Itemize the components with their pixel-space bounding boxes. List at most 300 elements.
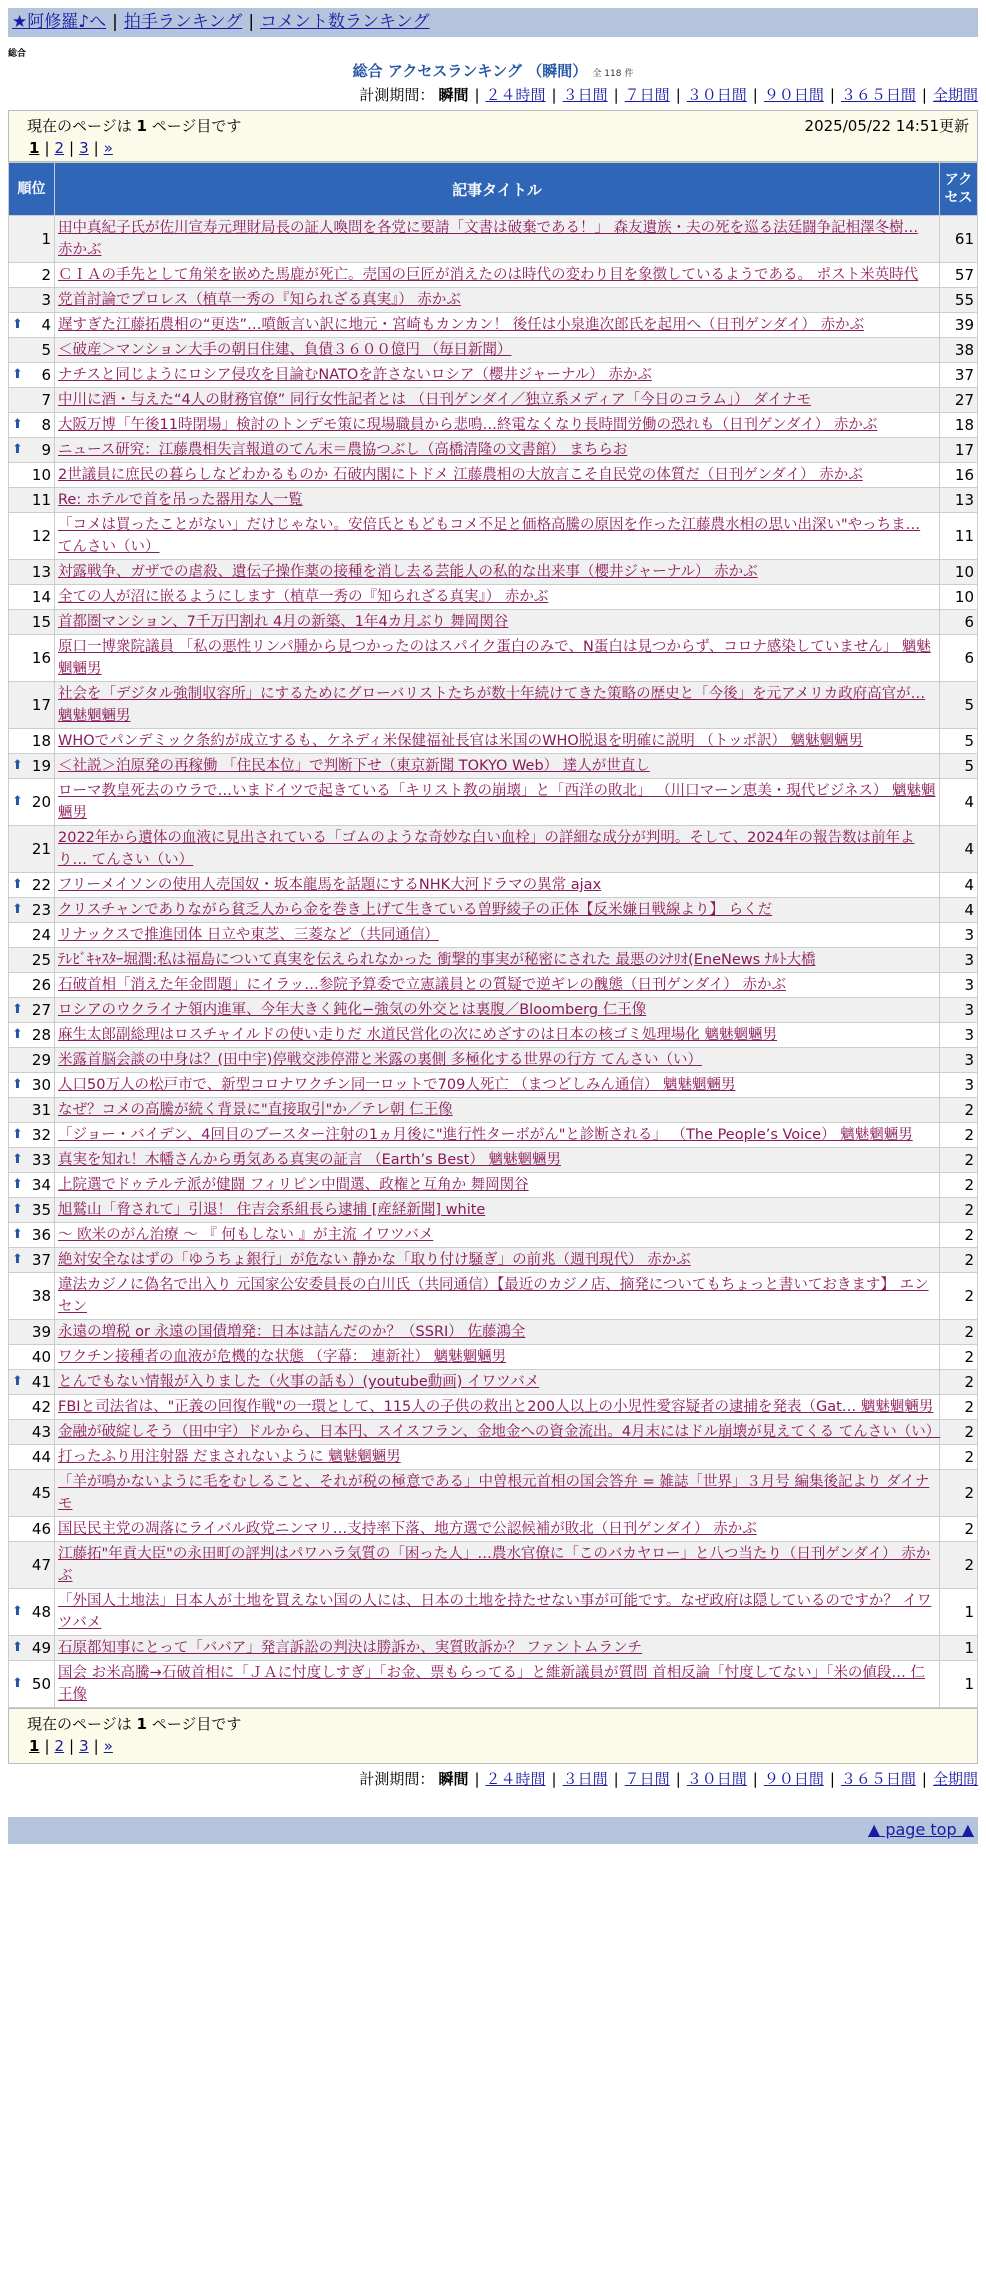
title-cell <box>55 873 940 898</box>
table-row <box>9 363 978 388</box>
up-arrow-icon: ⬆ <box>12 1127 23 1142</box>
title-cell <box>55 1123 940 1148</box>
title-cell <box>55 288 940 313</box>
title-cell <box>55 1370 940 1395</box>
table-row <box>9 754 978 779</box>
access-count: 5 <box>940 754 978 779</box>
table-row <box>9 729 978 754</box>
period-link-0[interactable]: ２４時間 <box>485 86 546 104</box>
rank-number: 44 <box>31 1448 51 1466</box>
title-cell <box>55 263 940 288</box>
title-cell <box>55 1173 940 1198</box>
page-link-2[interactable]: 2 <box>54 139 65 157</box>
access-count: 1 <box>940 1636 978 1661</box>
title-cell <box>55 1517 940 1542</box>
nav-link-clap-ranking[interactable]: 拍手ランキング <box>123 12 243 32</box>
title-cell <box>55 1395 940 1420</box>
rank-cell <box>9 729 55 754</box>
article-link[interactable]: 絶対安全なはずの「ゆうちょ銀行」が危ない 静かな「取り付け騒ぎ」の前兆（週刊現代） 赤かぶ <box>58 1252 691 1268</box>
page-separator: | <box>69 1737 75 1755</box>
article-link[interactable]: 麻生太郎副総理はロスチャイルドの使い走りだ 水道民営化の次にめざすのは日本の核ゴミ処理場化 魑魅魍魎男 <box>58 1027 777 1043</box>
table-row <box>9 1370 978 1395</box>
rank-number: 12 <box>31 527 51 545</box>
title-cell <box>55 826 940 873</box>
page-separator: | <box>69 139 75 157</box>
rank-cell <box>9 463 55 488</box>
access-count: 2 <box>940 1395 978 1420</box>
rank-cell <box>9 263 55 288</box>
rank-number: 47 <box>31 1556 51 1574</box>
current-page-text: 現在のページは 1 ページ目です <box>27 117 242 135</box>
title-cell <box>55 779 940 826</box>
article-link[interactable]: 原口一博衆院議員 「私の悪性リンパ腫から見つかったのはスパイク蛋白のみで、N蛋白は見つからず、コロナ感染していません」 魑魅魍魎男 <box>58 639 931 677</box>
article-link[interactable]: ＣＩＡの手先として角栄を嵌めた馬鹿が死亡。売国の巨匠が消えたのは時代の変わり目を象徴しているようである。 ポスト米英時代 <box>58 267 919 283</box>
table-row <box>9 682 978 729</box>
title-cell <box>55 438 940 463</box>
article-link[interactable]: FBIと司法省は、"正義の回復作戦"の一環として、115人の子供の救出と200人以上の小児性愛容疑者の逮捕を発表（Gat… 魑魅魍魎男 <box>58 1399 934 1415</box>
table-row <box>9 948 978 973</box>
page-separator: | <box>44 139 50 157</box>
period-label: 計測期間： <box>359 86 435 104</box>
rank-number: 8 <box>41 416 51 434</box>
rank-cell <box>9 1589 55 1636</box>
article-link[interactable]: 「ジョー・バイデン、4回目のブースター注射の1ヵ月後に"進行性ターボがん"と診断される」 （The People’s Voice） 魑魅魍魎男 <box>58 1127 913 1143</box>
title-cell <box>55 488 940 513</box>
table-row <box>9 1345 978 1370</box>
article-link[interactable]: 大阪万博「午後11時閉場」検討のトンデモ策に現場職員から悲鳴…終電なくなり長時間労働の恐れも（日刊ゲンダイ） 赤かぶ <box>58 417 878 433</box>
article-link[interactable]: 2022年から遺体の血液に見出されている「ゴムのような奇妙な白い血栓」の詳細な成分が判明。そして、2024年の報告数は前年より… てんさい（い） <box>58 830 915 868</box>
rank-number: 14 <box>31 588 51 606</box>
table-row <box>9 1320 978 1345</box>
access-count: 5 <box>940 729 978 754</box>
article-link[interactable]: ＜社説＞泊原発の再稼働 「住民本位」で判断下せ（東京新聞 TOKYO Web） 達人が世直し <box>58 758 650 774</box>
period-link-4[interactable]: ９０日間 <box>763 86 824 104</box>
table-row <box>9 1445 978 1470</box>
article-link[interactable]: 米露首脳会談の中身は？(田中宇)停戦交渉停滞と米露の裏側 多極化する世界の行方 てんさい（い） <box>58 1052 703 1068</box>
table-row <box>9 1273 978 1320</box>
title-cell <box>55 216 940 263</box>
access-count: 1 <box>940 1661 978 1708</box>
item-count: 全 118 件 <box>592 69 634 79</box>
rank-cell <box>9 1345 55 1370</box>
rank-number: 9 <box>41 441 51 459</box>
rank-number: 34 <box>31 1176 51 1194</box>
period-link-2[interactable]: ７日間 <box>624 1770 670 1788</box>
period-current: 瞬間 <box>438 86 469 104</box>
period-separator: | <box>829 86 835 104</box>
access-count: 4 <box>940 779 978 826</box>
article-link[interactable]: 真実を知れ！木幡さんから勇気ある真実の証言 （Earth’s Best） 魑魅魍魎男 <box>58 1152 561 1168</box>
title-cell <box>55 1445 940 1470</box>
rank-number: 36 <box>31 1226 51 1244</box>
table-row <box>9 1173 978 1198</box>
rank-number: 20 <box>31 793 51 811</box>
header-rank: 順位 <box>9 163 55 216</box>
article-link[interactable]: 石破首相「消えた年金問題」にイラッ…参院予算委で立憲議員との質疑で逆ギレの醜態（日刊ゲンダイ） 赤かぶ <box>58 977 787 993</box>
period-link-6[interactable]: 全期間 <box>932 86 978 104</box>
rank-cell <box>9 1420 55 1445</box>
period-link-3[interactable]: ３０日間 <box>686 1770 747 1788</box>
table-row <box>9 1395 978 1420</box>
rank-cell <box>9 338 55 363</box>
table-row <box>9 1198 978 1223</box>
rank-number: 30 <box>31 1076 51 1094</box>
article-link[interactable]: 上院選でドゥテルテ派が健闘 フィリピン中間選、政権と互角か 舞岡関谷 <box>58 1177 529 1193</box>
title-cell <box>55 560 940 585</box>
rank-cell <box>9 948 55 973</box>
up-arrow-icon: ⬆ <box>12 1077 23 1092</box>
article-link[interactable]: 社会を「デジタル強制収容所」にするためにグローバリストたちが数十年続けてきた策略の歴史と「今後」を元アメリカ政府高官が… 魑魅魍魎男 <box>58 686 926 724</box>
up-arrow-icon: ⬆ <box>12 794 23 809</box>
rank-number: 25 <box>31 951 51 969</box>
access-count: 2 <box>940 1148 978 1173</box>
rank-number: 27 <box>31 1001 51 1019</box>
access-count: 16 <box>940 463 978 488</box>
pagination-bottom <box>29 1737 113 1755</box>
nav-separator: | <box>112 12 118 32</box>
article-link[interactable]: 遅すぎた江藤拓農相の“更迭”…噴飯言い訳に地元・宮崎もカンカン！ 後任は小泉進次郎氏を起用へ（日刊ゲンダイ） 赤かぶ <box>58 317 865 333</box>
access-count: 2 <box>940 1542 978 1589</box>
period-link-6[interactable]: 全期間 <box>932 1770 978 1788</box>
title-cell <box>55 1198 940 1223</box>
article-link[interactable]: Re: ホテルで首を吊った器用な人一覧 <box>58 492 303 508</box>
up-arrow-icon: ⬆ <box>12 1177 23 1192</box>
access-count: 4 <box>940 898 978 923</box>
rank-cell <box>9 1048 55 1073</box>
title-cell <box>55 998 940 1023</box>
up-arrow-icon: ⬆ <box>12 1152 23 1167</box>
article-link[interactable]: 国民民主党の凋落にライバル政党ニンマリ…支持率下落、地方選で公認候補が敗北（日刊ゲンダイ） 赤かぶ <box>58 1521 757 1537</box>
rank-cell <box>9 1542 55 1589</box>
article-link[interactable]: ニュース研究：江藤農相失言報道のてん末＝農協つぶし（高橋清隆の文書館） まちらお <box>58 442 628 458</box>
table-row <box>9 1123 978 1148</box>
access-count: 27 <box>940 388 978 413</box>
article-link[interactable]: とんでもない情報が入りました（火事の話も）(youtube動画) イワツバメ <box>58 1374 540 1390</box>
up-arrow-icon: ⬆ <box>12 877 23 892</box>
rank-number: 49 <box>31 1639 51 1657</box>
up-arrow-icon: ⬆ <box>12 902 23 917</box>
page-title-text: 総合 アクセスランキング （瞬間） <box>352 62 588 80</box>
access-count: 2 <box>940 1273 978 1320</box>
period-separator: | <box>613 86 619 104</box>
access-count: 3 <box>940 1023 978 1048</box>
article-link[interactable]: ナチスと同じようにロシア侵攻を目論むNATOを許さないロシア（櫻井ジャーナル） 赤かぶ <box>58 367 652 383</box>
access-count: 4 <box>940 826 978 873</box>
title-cell <box>55 1345 940 1370</box>
rank-number: 4 <box>41 316 51 334</box>
period-separator: | <box>613 1770 619 1788</box>
table-row <box>9 513 978 560</box>
period-link-1[interactable]: ３日間 <box>562 1770 608 1788</box>
article-link[interactable]: ロシアのウクライナ領内進軍、今年大きく鈍化−強気の外交とは裏腹／Bloomberg 仁王像 <box>58 1002 647 1018</box>
title-cell <box>55 1661 940 1708</box>
article-link[interactable]: 金融が破綻しそう（田中宇）ドルから、日本円、スイスフラン、金地金への資金流出。4月末にはドル崩壊が見えてくる てんさい（い） <box>58 1424 941 1440</box>
title-cell <box>55 1470 940 1517</box>
up-arrow-icon: ⬆ <box>12 1640 23 1655</box>
period-link-4[interactable]: ９０日間 <box>763 1770 824 1788</box>
rank-number: 41 <box>31 1373 51 1391</box>
page-link-current[interactable]: 1 <box>29 139 40 157</box>
period-link-0[interactable]: ２４時間 <box>485 1770 546 1788</box>
title-cell <box>55 1273 940 1320</box>
rank-number: 17 <box>31 696 51 714</box>
page-link-3[interactable]: 3 <box>79 1737 89 1755</box>
updated-timestamp: 2025/05/22 14:51更新 <box>804 117 969 135</box>
table-row <box>9 1470 978 1517</box>
table-row <box>9 1542 978 1589</box>
rank-number: 50 <box>31 1675 51 1693</box>
rank-number: 23 <box>31 901 51 919</box>
period-link-5[interactable]: ３６５日間 <box>840 1770 916 1788</box>
title-cell <box>55 313 940 338</box>
rank-number: 37 <box>31 1251 51 1269</box>
title-cell <box>55 1589 940 1636</box>
access-count: 17 <box>940 438 978 463</box>
rank-cell <box>9 923 55 948</box>
title-cell <box>55 585 940 610</box>
article-link[interactable]: フリーメイソンの使用人売国奴・坂本龍馬を話題にするNHK大河ドラマの異常 ajax <box>58 877 602 893</box>
access-count: 3 <box>940 973 978 998</box>
period-link-3[interactable]: ３０日間 <box>686 86 747 104</box>
rank-number: 5 <box>41 341 51 359</box>
access-count: 57 <box>940 263 978 288</box>
article-link[interactable]: 打ったふり用注射器 だまされないように 魑魅魍魎男 <box>58 1449 401 1465</box>
up-arrow-icon: ⬆ <box>12 1252 23 1267</box>
rank-cell <box>9 1370 55 1395</box>
access-count: 6 <box>940 635 978 682</box>
article-link[interactable]: なぜ？コメの高騰が続く背景に"直接取引"か／テレ朝 仁王像 <box>58 1102 453 1118</box>
rank-cell <box>9 1248 55 1273</box>
article-link[interactable]: 旭鷲山「脅されて」引退！ 住吉会系組長ら逮捕 [産経新聞] white <box>58 1202 486 1218</box>
table-row <box>9 413 978 438</box>
title-cell <box>55 898 940 923</box>
article-link[interactable]: WHOでパンデミック条約が成立するも、ケネディ米保健福祉長官は米国のWHO脱退を明確に説明 （トッポ訳） 魑魅魍魎男 <box>58 733 864 749</box>
rank-cell <box>9 754 55 779</box>
rank-cell <box>9 1173 55 1198</box>
period-link-1[interactable]: ３日間 <box>562 86 608 104</box>
table-row <box>9 1073 978 1098</box>
rank-cell <box>9 1661 55 1708</box>
up-arrow-icon: ⬆ <box>12 1202 23 1217</box>
access-count: 2 <box>940 1198 978 1223</box>
rank-cell <box>9 1223 55 1248</box>
table-row <box>9 873 978 898</box>
article-link[interactable]: 首都圏マンション、7千万円割れ 4月の新築、1年4カ月ぶり 舞岡関谷 <box>58 614 509 630</box>
rank-number: 39 <box>31 1323 51 1341</box>
access-count: 2 <box>940 1517 978 1542</box>
up-arrow-icon: ⬆ <box>12 1002 23 1017</box>
article-link[interactable]: ﾃﾚﾋﾞｷｬｽﾀｰ堀潤:私は福島について真実を伝えられなかった 衝撃的事実が秘密にされた 最悪のｼﾅﾘｵ(EneNews ﾅﾙﾄ大橋 <box>58 952 816 968</box>
rank-cell <box>9 873 55 898</box>
page-separator: | <box>93 139 99 157</box>
current-page-text-bottom: 現在のページは 1 ページ目です <box>27 1715 242 1733</box>
access-count: 2 <box>940 1345 978 1370</box>
access-count: 1 <box>940 1589 978 1636</box>
rank-cell <box>9 363 55 388</box>
period-separator: | <box>474 86 480 104</box>
title-cell <box>55 413 940 438</box>
article-link[interactable]: 「コメは買ったことがない」だけじゃない。安倍氏ともどもコメ不足と価格高騰の原因を作った江藤農水相の思い出深い"やっちま… てんさい（い） <box>58 517 921 555</box>
rank-cell <box>9 1148 55 1173</box>
rank-number: 38 <box>31 1287 51 1305</box>
rank-cell <box>9 635 55 682</box>
rank-cell <box>9 1395 55 1420</box>
page-link-3[interactable]: 3 <box>79 139 89 157</box>
header-title: 記事タイトル <box>55 163 940 216</box>
table-row <box>9 313 978 338</box>
title-cell <box>55 1023 940 1048</box>
article-link[interactable]: 全ての人が沼に嵌るようにします（植草一秀の『知られざる真実』） 赤かぶ <box>58 589 549 605</box>
page-info-panel-bottom <box>8 1708 978 1764</box>
rank-cell <box>9 1198 55 1223</box>
article-link[interactable]: リナックスで推進団体 日立や東芝、三菱など（共同通信） <box>58 927 439 943</box>
rank-cell <box>9 1098 55 1123</box>
article-link[interactable]: ワクチン接種者の血液が危機的な状態 （字幕： 連新社） 魑魅魍魎男 <box>58 1349 507 1365</box>
up-arrow-icon: ⬆ <box>12 317 23 332</box>
period-link-5[interactable]: ３６５日間 <box>840 86 916 104</box>
page-link-»[interactable]: » <box>103 139 113 157</box>
article-link[interactable]: 石原都知事にとって「ババア」発言訴訟の判決は勝訴か、実質敗訴か？ ファントムランチ <box>58 1640 643 1656</box>
period-separator: | <box>474 1770 480 1788</box>
rank-number: 46 <box>31 1520 51 1538</box>
article-link[interactable]: 国会 お米高騰→石破首相に「ＪＡに忖度しすぎ」「お金、票もらってる」と維新議員が質問 首相反論「忖度してない」「米の値段… 仁王像 <box>58 1665 925 1703</box>
page-top-link[interactable]: ▲ page top ▲ <box>867 1820 974 1839</box>
page-link-2[interactable]: 2 <box>54 1737 65 1755</box>
table-row <box>9 973 978 998</box>
rank-cell <box>9 898 55 923</box>
table-row <box>9 998 978 1023</box>
rank-number: 32 <box>31 1126 51 1144</box>
rank-number: 21 <box>31 840 51 858</box>
nav-link-asyura[interactable]: ★阿修羅♪へ <box>12 12 107 32</box>
top-nav-bar <box>8 8 978 37</box>
rank-cell <box>9 288 55 313</box>
title-cell <box>55 1098 940 1123</box>
article-link[interactable]: 「外国人土地法」日本人が土地を買えない国の人には、日本の土地を持たせない事が可能です。なぜ政府は隠しているのですか？ イワツバメ <box>58 1593 932 1631</box>
article-link[interactable]: クリスチャンでありながら貧乏人から金を巻き上げて生きている曽野綾子の正体【反米嫌日戦線より】 らくだ <box>58 902 773 918</box>
rank-cell <box>9 488 55 513</box>
access-count: 3 <box>940 948 978 973</box>
period-link-2[interactable]: ７日間 <box>624 86 670 104</box>
page-separator: | <box>44 1737 50 1755</box>
rank-cell <box>9 388 55 413</box>
title-cell <box>55 1223 940 1248</box>
period-selector-bottom <box>359 1768 978 1789</box>
article-link[interactable]: 〜 欧米のがん治療 〜 『 何もしない 』が主流 イワツバメ <box>58 1227 434 1243</box>
title-cell <box>55 513 940 560</box>
article-link[interactable]: 田中真紀子氏が佐川宣寿元理財局長の証人喚問を各党に要請「文書は破棄である！」 森友遺族・夫の死を巡る法廷闘争記相澤冬樹… 赤かぶ <box>58 220 919 258</box>
article-link[interactable]: 違法カジノに偽名で出入り 元国家公安委員長の白川氏（共同通信）【最近のカジノ店、摘発についてもちょっと書いておきます】 エンセン <box>58 1277 929 1315</box>
access-count: 2 <box>940 1370 978 1395</box>
rank-number: 2 <box>41 266 51 284</box>
article-link[interactable]: ＜破産＞マンション大手の朝日住建、負債３６００億円 （毎日新聞） <box>58 342 512 358</box>
rank-cell <box>9 1073 55 1098</box>
page-link-»[interactable]: » <box>103 1737 113 1755</box>
table-row <box>9 923 978 948</box>
rank-cell <box>9 216 55 263</box>
rank-number: 31 <box>31 1101 51 1119</box>
rank-number: 42 <box>31 1398 51 1416</box>
access-count: 4 <box>940 873 978 898</box>
up-arrow-icon: ⬆ <box>12 442 23 457</box>
title-cell <box>55 754 940 779</box>
rank-cell <box>9 610 55 635</box>
article-link[interactable]: 江藤拓"年貢大臣"の永田町の評判はパワハラ気質の「困った人」…農水官僚に「このバカヤロー」と八つ当たり（日刊ゲンダイ） 赤かぶ <box>58 1546 931 1584</box>
table-row <box>9 263 978 288</box>
article-link[interactable]: 人口50万人の松戸市で、新型コロナワクチン同一ロットで709人死亡 （まつどしみん通信） 魑魅魍魎男 <box>58 1077 736 1093</box>
nav-link-comment-ranking[interactable]: コメント数ランキング <box>260 12 430 32</box>
rank-cell <box>9 560 55 585</box>
title-cell <box>55 1248 940 1273</box>
page-link-current[interactable]: 1 <box>29 1737 40 1755</box>
access-count: 2 <box>940 1098 978 1123</box>
access-count: 55 <box>940 288 978 313</box>
table-row <box>9 438 978 463</box>
access-count: 3 <box>940 1073 978 1098</box>
rank-number: 22 <box>31 876 51 894</box>
table-row <box>9 585 978 610</box>
table-row <box>9 1420 978 1445</box>
access-count: 2 <box>940 1223 978 1248</box>
access-count: 10 <box>940 560 978 585</box>
access-count: 11 <box>940 513 978 560</box>
title-cell <box>55 610 940 635</box>
access-count: 5 <box>940 682 978 729</box>
rank-cell <box>9 1445 55 1470</box>
title-cell <box>55 1636 940 1661</box>
table-row <box>9 338 978 363</box>
article-link[interactable]: 「羊が鳴かないように毛をむしること、それが税の極意である」中曽根元首相の国会答弁 = 雑誌「世界」３月号 編集後記より ダイナモ <box>58 1474 930 1512</box>
title-cell <box>55 463 940 488</box>
table-row <box>9 635 978 682</box>
rank-number: 28 <box>31 1026 51 1044</box>
article-link[interactable]: 対露戦争、ガザでの虐殺、遺伝子操作薬の接種を消し去る芸能人の私的な出来事（櫻井ジャーナル） 赤かぶ <box>58 564 758 580</box>
access-count: 39 <box>940 313 978 338</box>
rank-cell <box>9 1636 55 1661</box>
article-link[interactable]: 永遠の増税 or 永遠の国債増発：日本は詰んだのか？（SSRI） 佐藤鴻全 <box>58 1324 526 1340</box>
table-row <box>9 1248 978 1273</box>
access-count: 3 <box>940 1048 978 1073</box>
rank-cell <box>9 1470 55 1517</box>
table-row <box>9 826 978 873</box>
rank-number: 40 <box>31 1348 51 1366</box>
article-link[interactable]: 2世議員に庶民の暮らしなどわかるものか 石破内閣にトドメ 江藤農相の大放言こそ自民党の体質だ（日刊ゲンダイ） 赤かぶ <box>58 467 863 483</box>
title-cell <box>55 923 940 948</box>
rank-number: 35 <box>31 1201 51 1219</box>
table-row <box>9 1636 978 1661</box>
rank-number: 16 <box>31 649 51 667</box>
article-link[interactable]: ローマ教皇死去のウラで…いまドイツで起きている「キリスト教の崩壊」と「西洋の敗北」 （川口マーン恵美・現代ビジネス） 魑魅魍魎男 <box>58 783 936 821</box>
rank-number: 29 <box>31 1051 51 1069</box>
page-info-panel-top <box>8 110 978 162</box>
table-row <box>9 488 978 513</box>
rank-number: 1 <box>41 230 51 248</box>
table-row <box>9 779 978 826</box>
access-count: 61 <box>940 216 978 263</box>
up-arrow-icon: ⬆ <box>12 1604 23 1619</box>
category-label: 総合 <box>8 49 27 59</box>
title-cell <box>55 948 940 973</box>
access-count: 13 <box>940 488 978 513</box>
rank-cell <box>9 1273 55 1320</box>
article-link[interactable]: 党首討論でプロレス（植草一秀の『知られざる真実』） 赤かぶ <box>58 292 461 308</box>
article-link[interactable]: 中川に酒・与えた“4人の財務官僚” 同行女性記者とは （日刊ゲンダイ／独立系メディア「今日のコラム」） ダイナモ <box>58 392 812 408</box>
rank-cell <box>9 973 55 998</box>
rank-number: 6 <box>41 366 51 384</box>
title-cell <box>55 682 940 729</box>
up-arrow-icon: ⬆ <box>12 758 23 773</box>
access-count: 3 <box>940 923 978 948</box>
